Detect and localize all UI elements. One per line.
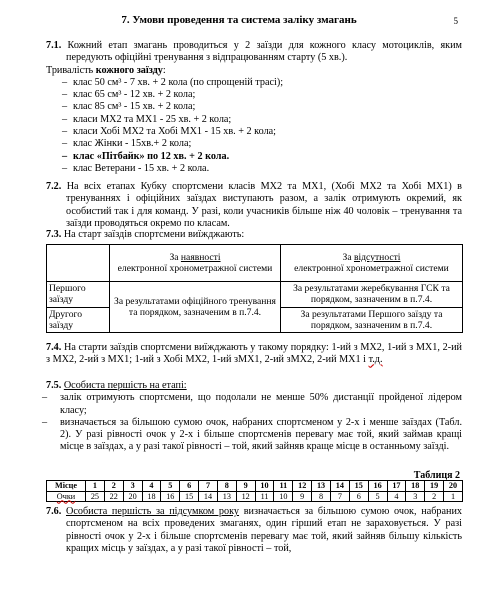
paragraph-7-1 <box>46 40 462 175</box>
list-item: – клас 85 см³ - 15 хв. + 2 кола; <box>46 101 462 113</box>
table-header-cell <box>281 245 463 282</box>
points-cell: 6 <box>349 491 368 502</box>
paragraph-text: На старт заїздів спортсмени виїжджають: <box>63 229 245 240</box>
place-cell: 9 <box>236 481 255 492</box>
start-order-table <box>46 244 463 333</box>
list-item: – клас «Пітбайк» по 12 хв. + 2 кола. <box>46 151 462 163</box>
table-cell-merged: За результатами офіційного тренування та порядком, зазначеним в п.7.4. <box>110 282 281 333</box>
points-cell: 1 <box>444 491 463 502</box>
table-cell: За результатами Першого заїзду та порядком, зазначеним в п.7.4. <box>281 307 463 333</box>
points-cell: 18 <box>142 491 161 502</box>
points-cell: 16 <box>161 491 180 502</box>
place-cell: 7 <box>199 481 218 492</box>
table-header-cell <box>110 245 281 282</box>
duration-label-bold: кожного заїзду <box>95 64 163 76</box>
list-item: – клас 65 см³ - 12 хв. + 2 кола; <box>46 89 462 101</box>
points-label-text: Очки <box>56 491 76 501</box>
paragraph-number: 7.2. <box>46 181 62 192</box>
points-cell: 4 <box>387 491 406 502</box>
table-row-points <box>47 491 463 502</box>
table-cell: За результатами жеребкування ГСК та порядком, зазначеним в п.7.4. <box>281 282 463 308</box>
paragraph-number: 7.6. <box>46 506 62 517</box>
place-cell: 2 <box>104 481 123 492</box>
paragraph-heading: Особиста першість за підсумком року <box>65 506 240 517</box>
points-cell: 15 <box>180 491 199 502</box>
points-label <box>47 491 86 502</box>
place-cell: 8 <box>217 481 236 492</box>
place-cell: 10 <box>255 481 274 492</box>
paragraph-7-2 <box>46 181 462 230</box>
place-cell: 14 <box>330 481 349 492</box>
place-cell: 4 <box>142 481 161 492</box>
place-cell: 1 <box>86 481 105 492</box>
duration-label-colon: : <box>162 64 166 76</box>
personal-standing-list <box>26 392 462 453</box>
table-row <box>47 282 463 308</box>
paragraph-heading: Особиста першість на етапі: <box>63 380 187 391</box>
list-item: – клас Жінки - 15хв.+ 2 кола; <box>46 138 462 150</box>
place-cell: 16 <box>368 481 387 492</box>
place-cell: 15 <box>349 481 368 492</box>
place-cell: 6 <box>180 481 199 492</box>
table-2-title: Таблиця 2 <box>413 470 460 481</box>
list-item: – визначається за більшою сумою очок, набраних спортсменом у 2-х і менше заїздах (Табл. 2). У разі рівності очок у 2-х і більше спортсменів перевагу має той, який займав кращі місце в заїздах, а у разі такої рівності – той, який зайняв краще місце в останньому заїзді. <box>26 417 462 454</box>
points-cell: 11 <box>255 491 274 502</box>
paragraph-number: 7.1. <box>46 40 62 51</box>
paragraph-7-5 <box>46 380 462 454</box>
points-cell: 14 <box>199 491 218 502</box>
points-cell: 2 <box>425 491 444 502</box>
paragraph-text: визначається за більшою сумою очок, набраних спортсменом на всіх проведених змаганях, один гірший етап не зараховується. У разі рівності очок у 2-х і більше спортсменів перевагу має той, який зайняв більшу кількість кращих місць у заїздах, а у разі такої рівності – той, <box>66 506 463 554</box>
section-title: 7. Умови проведення та система заліку змагань <box>121 14 357 26</box>
list-item: – класи Хобі МХ2 та Хобі МХ1 - 15 хв. + 2 кола; <box>46 126 462 138</box>
points-cell: 12 <box>236 491 255 502</box>
paragraph-tail: т.д. <box>368 354 383 366</box>
paragraph-7-6 <box>46 506 462 555</box>
class-duration-list <box>46 77 462 175</box>
list-item: – клас Ветерани - 15 хв. + 2 кола. <box>46 163 462 175</box>
table-row <box>47 245 463 282</box>
duration-label <box>46 65 462 77</box>
header-underlined: наявності <box>180 251 221 263</box>
points-cell: 5 <box>368 491 387 502</box>
points-cell: 13 <box>217 491 236 502</box>
row-label-first-heat: Першого заїзду <box>47 282 110 308</box>
place-cell: 13 <box>312 481 331 492</box>
duration-label-text: Тривалість <box>46 64 96 76</box>
points-cell: 10 <box>274 491 293 502</box>
paragraph-text: Кожний етап змагань проводиться у 2 заїзди для кожного класу мотоциклів, яким передують офіційні тренування з відпрацюванням старту (5 хв.). <box>66 40 462 64</box>
paragraph-number: 7.3. <box>46 229 62 240</box>
paragraph-text: На старти заїздів спортсмени виїжджають у такому порядку: 1-ий з МХ2, 1-ий з МХ1, 2-ий з МХ2, 2-ий з МХ1; 1-ий з Хобі МХ2, 1-ий зМХ1, 2-ий зМХ2, 2-ий МХ1 і <box>46 342 462 366</box>
place-cell: 12 <box>293 481 312 492</box>
points-cell: 9 <box>293 491 312 502</box>
paragraph-7-4 <box>46 342 462 367</box>
points-table <box>46 480 463 502</box>
table-row-places <box>47 481 463 492</box>
points-cell: 7 <box>330 491 349 502</box>
place-cell: 18 <box>406 481 425 492</box>
points-cell: 25 <box>86 491 105 502</box>
points-cell: 20 <box>123 491 142 502</box>
header-rest: електронної хронометражної системи <box>117 263 273 274</box>
place-cell: 20 <box>444 481 463 492</box>
list-item: – класи МХ2 та МХ1 - 25 хв. + 2 кола; <box>46 114 462 126</box>
paragraph-number: 7.4. <box>46 342 62 353</box>
points-cell: 8 <box>312 491 331 502</box>
list-item: – клас 50 см³ - 7 хв. + 2 кола (по спрощеній трасі); <box>46 77 462 89</box>
place-cell: 17 <box>387 481 406 492</box>
header-prefix: За <box>342 251 354 263</box>
header-underlined: відсутності <box>353 251 401 263</box>
paragraph-7-3 <box>46 229 462 241</box>
place-cell: 11 <box>274 481 293 492</box>
header-rest: електронної хронометражної системи <box>294 263 449 274</box>
paragraph-text: На всіх етапах Кубку спортсмени класів МХ2 та МХ1, (Хобі МХ2 та Хобі МХ1) в тренуваннях і офіційних заїздах виступають разом, а залік отримують окремий, як особистий так і для команд. У разі, коли учасників більше ніж 40 чоловік – тренування та заїзди проводяться окремо по класам. <box>66 181 462 229</box>
place-label: Місце <box>47 481 86 492</box>
table-cell-empty <box>47 245 110 282</box>
row-label-second-heat: Другого заїзду <box>47 307 110 333</box>
place-cell: 19 <box>425 481 444 492</box>
header-prefix: За <box>169 251 181 263</box>
page-number: 5 <box>453 16 458 26</box>
points-cell: 22 <box>104 491 123 502</box>
paragraph-number: 7.5. <box>46 380 62 391</box>
points-cell: 3 <box>406 491 425 502</box>
place-cell: 3 <box>123 481 142 492</box>
place-cell: 5 <box>161 481 180 492</box>
list-item: – залік отримують спортсмени, що подолали не менше 50% дистанції пройденої лідером класу; <box>26 392 462 417</box>
